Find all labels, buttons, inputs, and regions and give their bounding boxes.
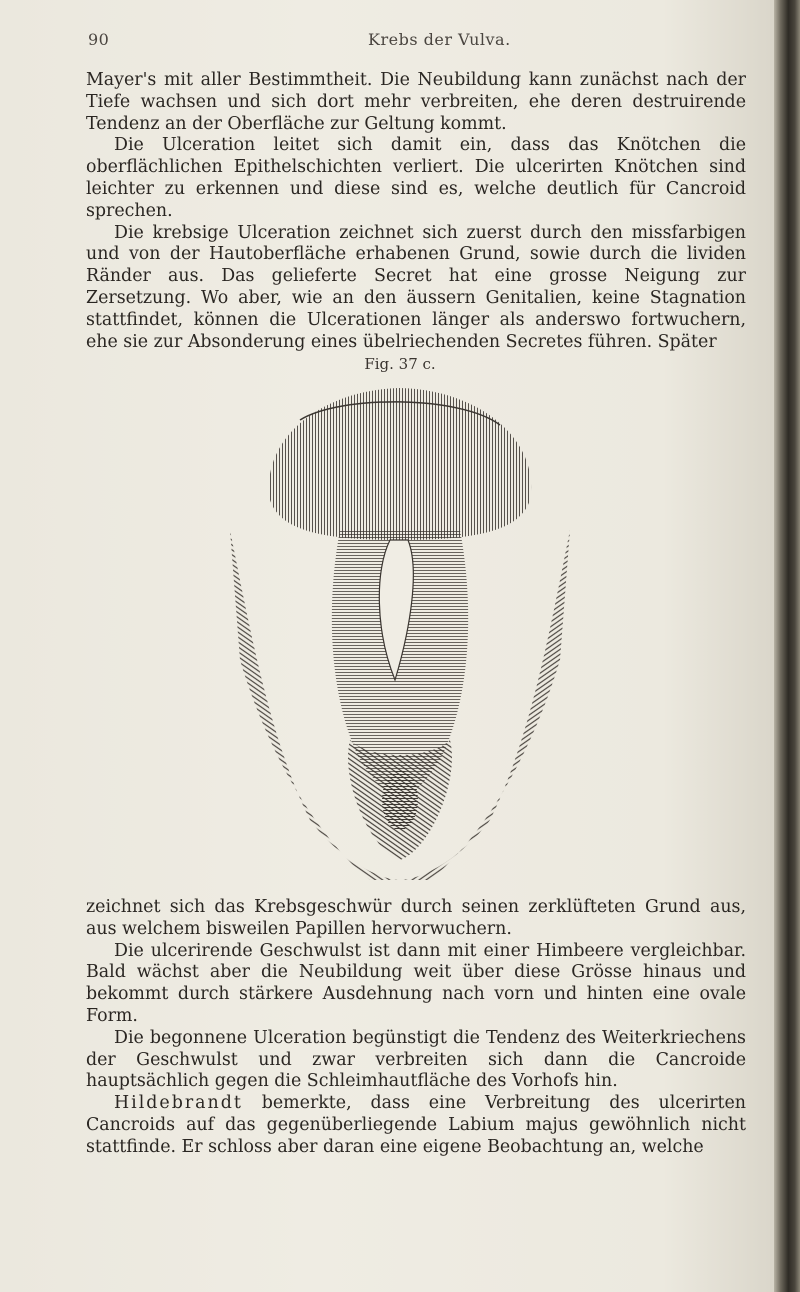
page-edge-shadow	[774, 0, 800, 1292]
lower-text-block	[86, 897, 746, 1159]
ulceration-site	[382, 770, 418, 830]
paragraph-ulceration: Die Ulceration leitet sich damit ein, dass das Knötchen die oberflächlichen Epithelschichten verliert. Die ulcerirten Knötchen sind leichter zu erkennen und diese sind es, welche deutlich für Cancroid sprechen.	[86, 135, 746, 221]
paragraph-continuation: Mayer's mit aller Bestimmtheit. Die Neubildung kann zunächst nach der Tiefe wachsen und sich dort mehr verbreiten, ehe deren destruirende Tendenz an der Oberfläche zur Geltung kommt.	[86, 70, 746, 134]
pubic-region	[269, 388, 531, 540]
running-head: Krebs der Vulva.	[368, 30, 511, 49]
paragraph-hildebrandt-text: bemerkte, dass eine Verbreitung des ulcerirten Cancroids auf das gegenüberliegende Labium majus gewöhnlich nicht stattfinde. Er schloss aber daran eine eigene Beobachtung an, welche	[86, 1093, 746, 1157]
running-header	[88, 30, 748, 58]
paragraph-spread: Die begonnene Ulceration begünstigt die Tendenz des Weiterkriechens der Geschwulst und zwar verbreiten sich dann die Cancroide hauptsächlich gegen die Schleimhautfläche des Vorhofs hin.	[86, 1027, 746, 1092]
paragraph-raspberry: Die ulcerirende Geschwulst ist dann mit einer Himbeere vergleichbar. Bald wächst aber die Neubildung weit über diese Grösse hinaus und bekommt durch stärkere Ausdehnung nach vorn und hinten eine ovale Form.	[86, 940, 746, 1026]
paragraph-ulcer-ground: zeichnet sich das Krebsgeschwür durch seinen zerklüfteten Grund aus, aus welchem bisweilen Papillen hervorwuchern.	[86, 897, 746, 939]
engraving-illustration	[230, 380, 570, 880]
paragraph-cancerous-ulceration: Die krebsige Ulceration zeichnet sich zuerst durch den missfarbigen und von der Hautoberfläche erhabenen Grund, sowie durch die lividen Ränder aus. Das gelieferte Secret hat eine grosse Neigung zur Zersetzung. Wo aber, wie an den äussern Genitalien, keine Stagnation stattfindet, können die Ulcerationen länger als anderswo fortwuchern, ehe sie zur Absonderung eines übelriechenden Secretes führen. Später	[86, 222, 746, 352]
figure-caption: Fig. 37 c.	[364, 355, 436, 373]
page-number: 90	[88, 30, 110, 49]
author-name: Hildebrandt	[114, 1093, 243, 1114]
paragraph-hildebrandt	[86, 1093, 746, 1158]
upper-text-block	[86, 70, 746, 353]
